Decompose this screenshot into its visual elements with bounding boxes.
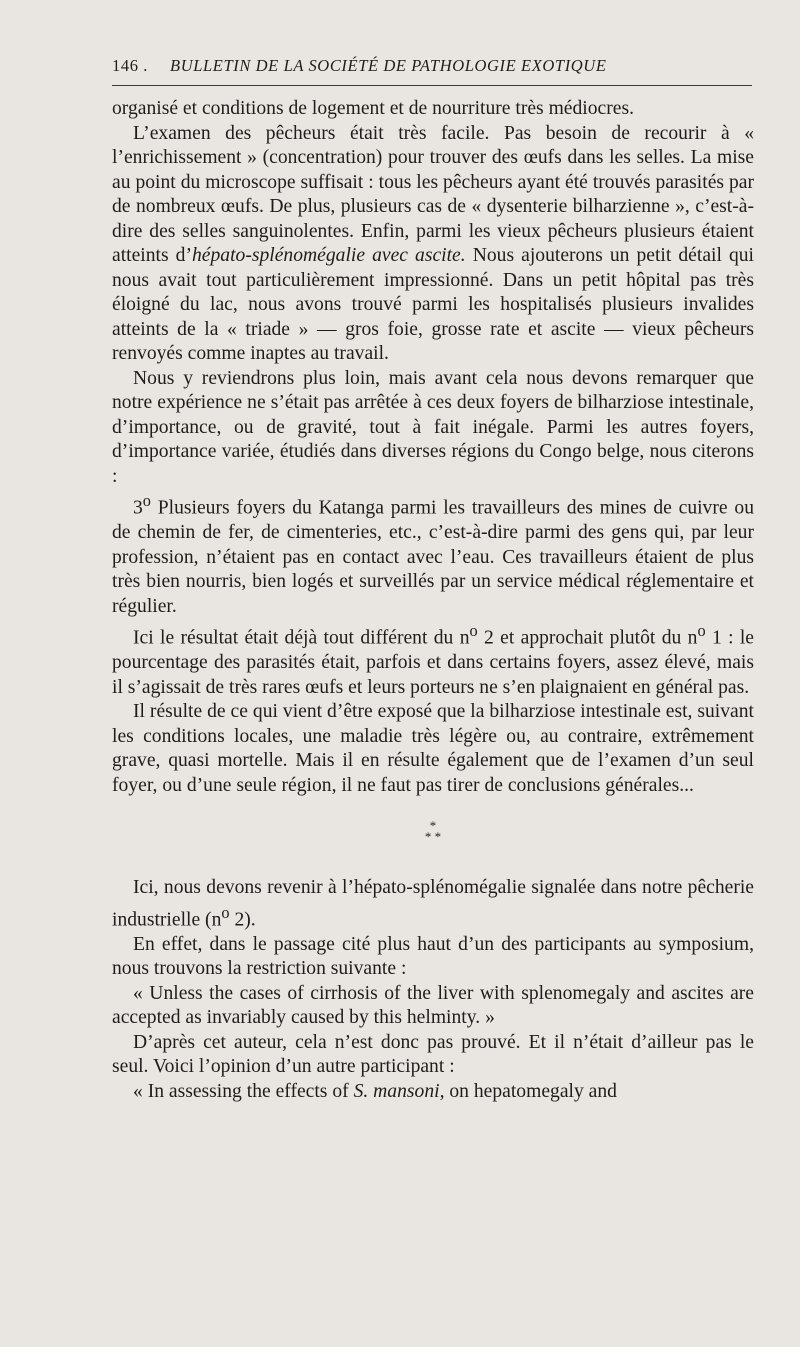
running-header	[112, 56, 752, 76]
body-text	[112, 97, 754, 1104]
paragraph-8: En effet, dans le passage cité plus haut d’un des participants au symposium, nous trouvons la restriction suivante :	[112, 933, 754, 980]
page-number: 146 .	[112, 56, 149, 75]
paragraph-11-quote: « In assessing the effects of S. mansoni, on hepatomegaly and	[133, 1080, 617, 1102]
paragraph-7: Ici, nous devons revenir à l’hépato-splénomégalie signalée dans notre pêcherie industrielle ($n^o$ 2).	[112, 877, 754, 931]
paragraph-1: organisé et conditions de logement et de nourriture très médiocres.	[112, 98, 634, 119]
paragraph-3: Nous y reviendrons plus loin, mais avant cela nous devons remarquer que notre expérience ne s’était pas arrêtée à ces deux foyers de bilharziose intestinale, d’importance, ou de gravité, tout à fait inégale. Parmi les autres foyers, d’importance variée, étudiés dans diverses régions du Congo belge, nous citerons :	[112, 367, 754, 487]
species-name: S. mansoni,	[353, 1080, 445, 1102]
paragraph-6: Il résulte de ce qui vient d’être exposé que la bilharziose intestinale est, suivant les conditions locales, une maladie très légère ou, au contraire, extrêmement grave, quasi mortelle. Mais il en résulte également que de l’examen d’un seul foyer, ou d’une seule région, il ne faut pas tirer de conclusions générales...	[112, 701, 754, 796]
section-break-asterisks: * * *	[424, 818, 442, 845]
paragraph-9-quote: « Unless the cases of cirrhosis of the liver with splenomegaly and ascites are accepted as invariably caused by this helminty. »	[112, 982, 754, 1029]
header-rule	[112, 85, 752, 86]
paragraph-4: 3$^o$ Plusieurs foyers du Katanga parmi les travailleurs des mines de cuivre ou de chemin de fer, de cimenteries, etc., c’est-à-dire parmi des gens qui, par leur profession, n’étaient pas en contact avec l’eau. Ces travailleurs étaient de plus très bien nourris, bien logés et surveillés par un service médical réglementaire et régulier.	[112, 491, 754, 617]
paragraph-10: D’après cet auteur, cela n’est donc pas prouvé. Et il n’était d’ailleur pas le seul. Voici l’opinion d’un autre participant :	[112, 1031, 754, 1078]
paragraph-5: Ici le résultat était déjà tout différent du $n^o$ 2 et approchait plutôt du $n^o$ 1 : le pourcentage des parasités était, parfois et dans certains foyers, assez élevé, mais il s’agissait de très rares œufs et leurs porteurs ne s’en plaignaient en général pas.	[112, 621, 754, 698]
journal-title: BULLETIN DE LA SOCIÉTÉ DE PATHOLOGIE EXOTIQUE	[170, 56, 607, 75]
italic-term: hépato-splénomégalie avec ascite.	[192, 245, 466, 266]
paragraph-2: L’examen des pêcheurs était très facile. Pas besoin de recourir à « l’enrichissement » (concentration) pour trouver des œufs dans les selles. La mise au point du microscope suffisait : tous les pêcheurs ayant été trouvés parasités par de nombreux œufs. De plus, plusieurs cas de « dysenterie bilharzienne », c’est-à-dire des selles sanguinolentes. Enfin, parmi les vieux pêcheurs plusieurs étaient atteints d’hépato-splénomégalie avec ascite. Nous ajouterons un petit détail qui nous avait tout particulièrement impressionné. Dans un petit hôpital pas très éloigné du lac, nous avons trouvé parmi les hospitalisés plusieurs invalides atteints de la « triade » — gros foie, grosse rate et ascite — vieux pêcheurs renvoyés comme inaptes au travail.	[112, 122, 755, 364]
